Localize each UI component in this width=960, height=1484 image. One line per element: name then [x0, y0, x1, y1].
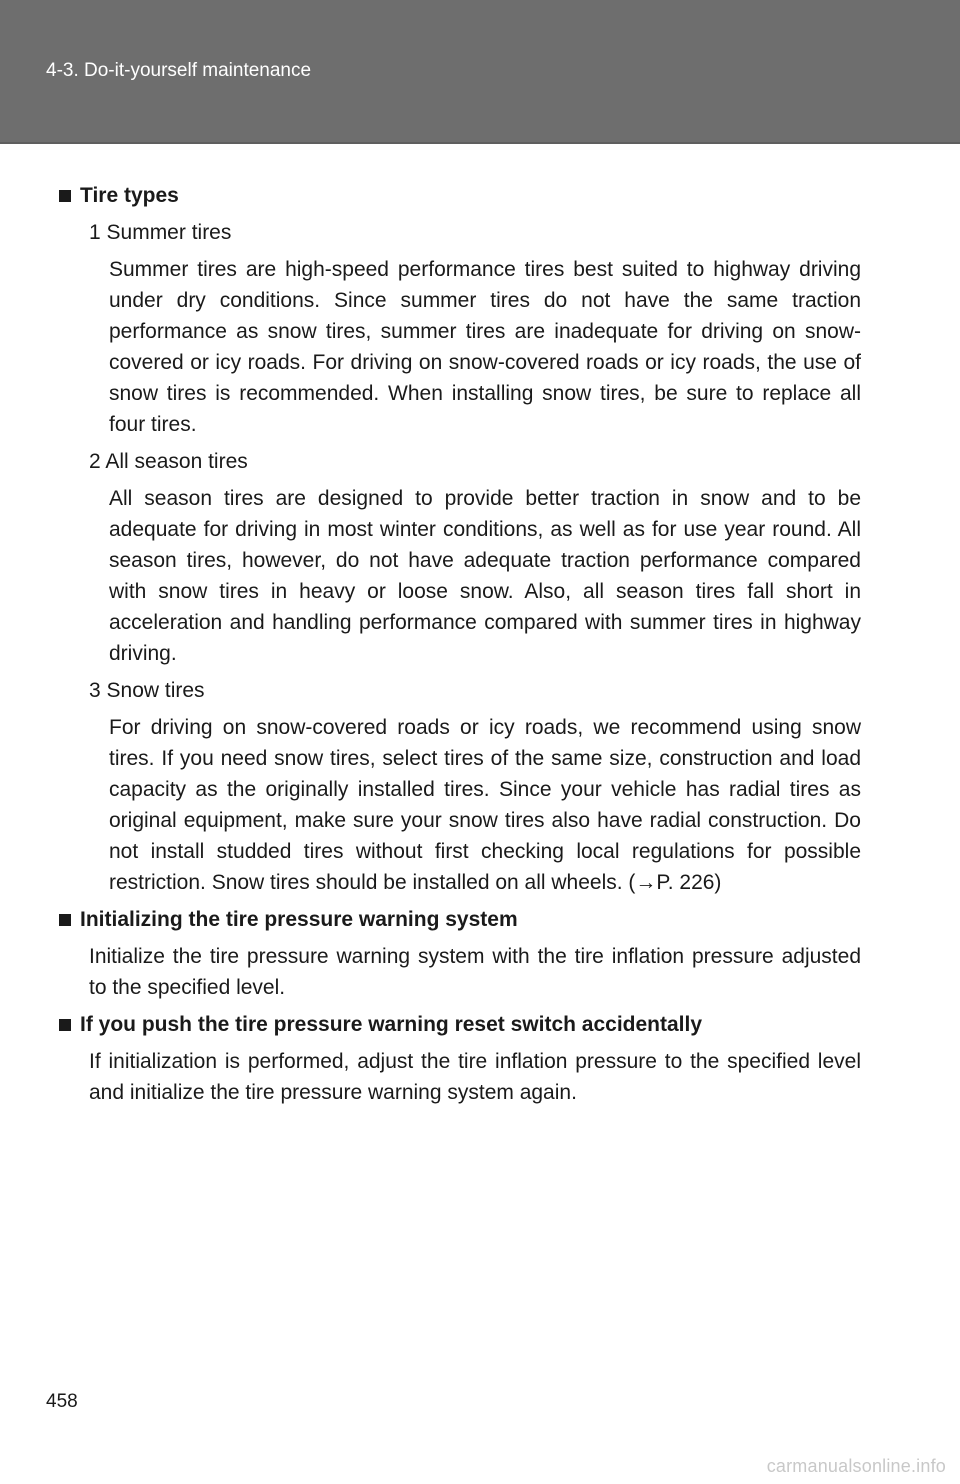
square-bullet-icon — [59, 190, 71, 202]
header-band — [0, 0, 960, 144]
item-body-summer-tires: Summer tires are high-speed performance tires best suited to highway driving under dry conditions. Since summer tires do not have the same traction performance as snow tires, summer tires are inadequate for driving on snow-covered or icy roads. For driving on snow-covered roads or icy roads, the use of snow tires is recommended. When installing snow tires, be sure to replace all four tires. — [109, 258, 861, 436]
page-number: 458 — [46, 1391, 78, 1412]
item-title-all-season-tires: 2 All season tires — [89, 450, 248, 473]
section-heading-reset-switch — [58, 1009, 861, 1040]
watermark: carmanualsonline.info — [766, 1456, 946, 1476]
item-body-snow-tires: For driving on snow-covered roads or icy roads, we recommend using snow tires. If you need snow tires, select tires of the same size, construction and load capacity as the originally installed tires. Since your vehicle has radial tires as original equipment, make sure your snow tires also have radial construction. Do not install studded tires without first checking local regulations for possible restriction. Snow tires should be installed on all wheels. (→P. 226) — [109, 716, 861, 894]
section-heading-text: Tire types — [80, 184, 179, 207]
section-heading-text: Initializing the tire pressure warning system — [80, 908, 518, 931]
item-title-summer-tires: 1 Summer tires — [89, 221, 232, 244]
section-heading-initializing — [58, 904, 861, 935]
section-body-initializing: Initialize the tire pressure warning system with the tire inflation pressure adjusted to the specified level. — [89, 945, 861, 999]
section-heading-text: If you push the tire pressure warning reset switch accidentally — [80, 1013, 703, 1036]
item-body-all-season-tires: All season tires are designed to provide better traction in snow and to be adequate for driving in most winter conditions, as well as for use year round. All season tires, however, do not have adequate traction performance compared with snow tires in heavy or loose snow. Also, all season tires fall short in acceleration and handling performance compared with summer tires in highway driving. — [109, 487, 861, 665]
section-body-reset-switch: If initialization is performed, adjust the tire inflation pressure to the specified level and initialize the tire pressure warning system again. — [89, 1050, 861, 1104]
item-title-snow-tires: 3 Snow tires — [89, 679, 205, 702]
square-bullet-icon — [59, 1019, 71, 1031]
section-label: 4-3. Do-it-yourself maintenance — [46, 60, 312, 81]
section-heading-tire-types — [58, 180, 861, 211]
square-bullet-icon — [59, 914, 71, 926]
page-content — [58, 180, 861, 1108]
